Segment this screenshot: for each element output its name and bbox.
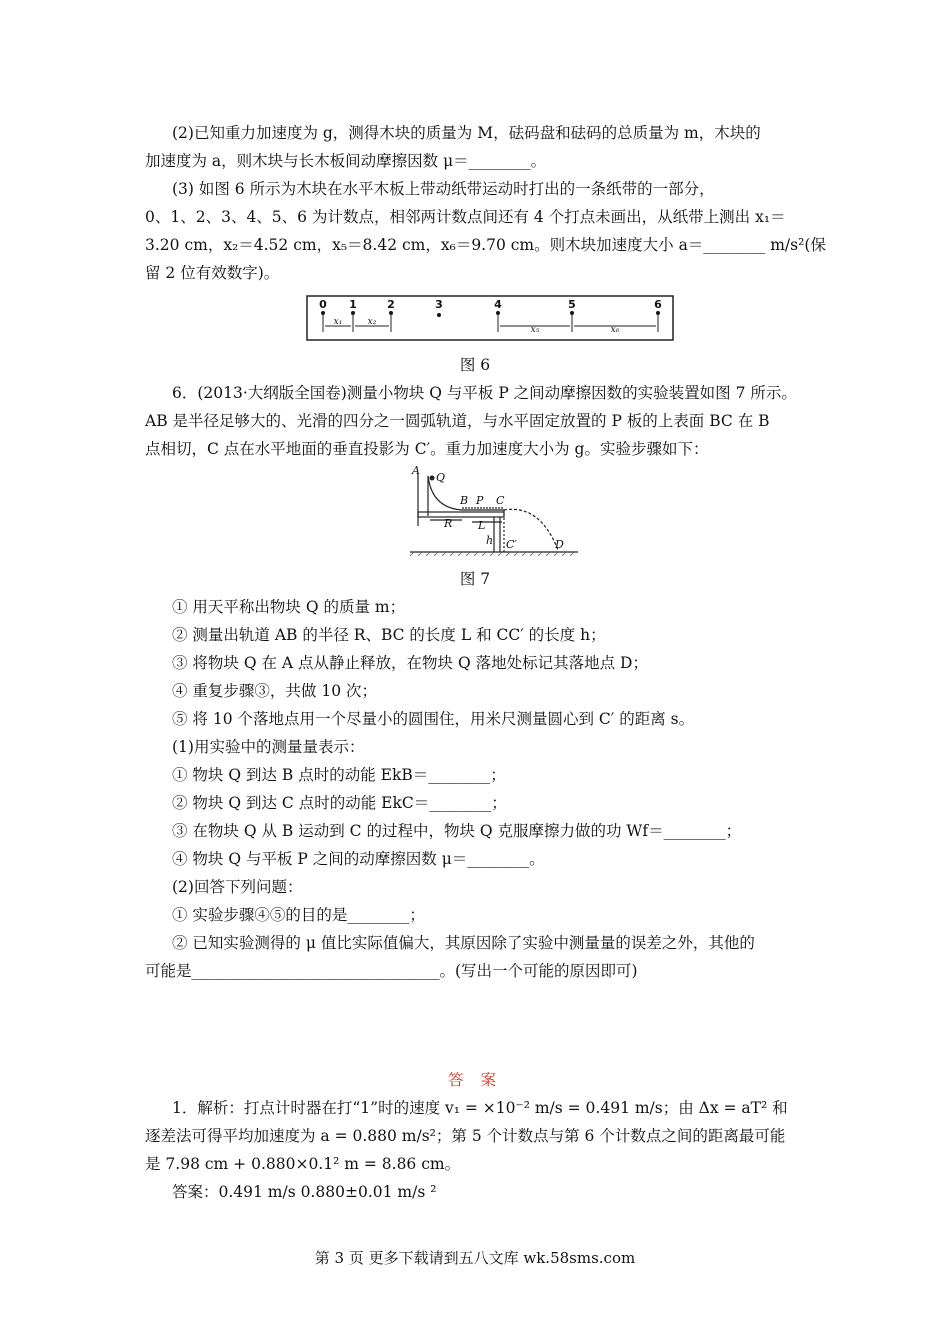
label-d: D — [555, 538, 564, 551]
q6-step-5: ⑤ 将 10 个落地点用一个尽量小的圆围住，用米尺测量圆心到 C′ 的距离 s。 — [172, 710, 695, 728]
q6-sub2-item-2: ② 已知实验测得的 μ 值比实际值偏大，其原因除了实验中测量量的误差之外，其他的 — [172, 934, 755, 952]
point-label-2: 2 — [387, 298, 395, 311]
answer-1-final: 答案：0.491 m/s 0.880±0.01 m/s ² — [172, 1183, 437, 1201]
q6-intro-line-2: AB 是半径足够大的、光滑的四分之一圆弧轨道，与水平固定放置的 P 板的上表面 BC 在 B — [145, 412, 770, 430]
label-p: P — [476, 494, 484, 507]
label-c: C — [496, 494, 505, 507]
q5-p2-line-2: 加速度为 a，则木块与长木板间动摩擦因数 μ＝________。 — [145, 152, 547, 170]
q6-step-3: ③ 将物块 Q 在 A 点从静止释放，在物块 Q 落地处标记其落地点 D； — [172, 654, 648, 672]
q6-sub1-heading: (1)用实验中的测量量表示： — [172, 738, 365, 756]
q6-sub1-item-1: ① 物块 Q 到达 B 点时的动能 EkB＝________； — [172, 766, 506, 784]
point-label-4: 4 — [494, 298, 502, 311]
point-label-0: 0 — [319, 298, 327, 311]
q6-sub1-item-4: ④ 物块 Q 与平板 P 之间的动摩擦因数 μ＝________。 — [172, 850, 545, 868]
figure-6-caption: 图 6 — [459, 356, 491, 374]
point-label-3: 3 — [435, 298, 443, 311]
answer-1-line-1: 1．解析：打点计时器在打“1”时的速度 v₁ = ×10⁻² m/s = 0.491 m/s；由 Δx = aT² 和 — [172, 1099, 788, 1117]
q6-sub2-heading: (2)回答下列问题： — [172, 878, 303, 896]
q6-intro-line-1: 6．(2013·大纲版全国卷)测量小物块 Q 与平板 P 之间动摩擦因数的实验装置如图 7 所示。 — [172, 384, 797, 402]
figure-7-caption: 图 7 — [459, 570, 491, 588]
answer-1-line-2: 逐差法可得平均加速度为 a = 0.880 m/s²；第 5 个计数点与第 6 个计数点之间的距离最可能 — [145, 1127, 786, 1145]
segment-label-x5: x₅ — [530, 325, 540, 335]
q6-sub2-item-1: ① 实验步骤④⑤的目的是________； — [172, 906, 425, 924]
plate-p — [418, 512, 504, 517]
point-label-6: 6 — [654, 298, 662, 311]
figure-6-paper-tape — [306, 292, 674, 342]
label-q: Q — [436, 471, 446, 484]
q6-step-2: ② 测量出轨道 AB 的半径 R、BC 的长度 L 和 CC′ 的长度 h； — [172, 626, 606, 644]
label-r: R — [444, 517, 453, 530]
point-label-1: 1 — [349, 298, 357, 311]
point-label-5: 5 — [568, 298, 576, 311]
label-h: h — [486, 534, 494, 547]
q5-p3-line-4: 留 2 位有效数字)。 — [145, 264, 280, 282]
q6-step-1: ① 用天平称出物块 Q 的质量 m； — [172, 598, 406, 616]
label-b: B — [460, 494, 469, 507]
block-q — [430, 476, 435, 481]
answers-title: 答 案 — [448, 1071, 502, 1089]
answer-1-line-3: 是 7.98 cm + 0.880×0.1² m = 8.86 cm。 — [145, 1155, 461, 1173]
dot-3 — [437, 313, 441, 317]
page-footer: 第 3 页 更多下载请到五八文库 wk.58sms.com — [314, 1249, 636, 1267]
label-l: L — [478, 519, 486, 532]
segment-label-x1: x₁ — [333, 317, 343, 327]
segment-label-x6: x₆ — [610, 325, 620, 335]
q5-p3-line-3: 3.20 cm，x₂＝4.52 cm，x₅＝8.42 cm，x₆＝9.70 cm。则木块加速度大小 a＝________ m/s²(保 — [145, 236, 826, 254]
segment-label-x2: x₂ — [367, 317, 377, 327]
q5-p3-line-1: (3) 如图 6 所示为木块在水平木板上带动纸带运动时打出的一条纸带的一部分， — [172, 180, 715, 198]
q5-p3-line-2: 0、1、2、3、4、5、6 为计数点，相邻两计数点间还有 4 个打点未画出，从纸带上测出 x₁＝ — [145, 208, 786, 226]
q6-sub1-item-2: ② 物块 Q 到达 C 点时的动能 EkC＝________； — [172, 794, 507, 812]
label-c-prime: C′ — [506, 538, 517, 551]
q6-step-4: ④ 重复步骤③，共做 10 次； — [172, 682, 378, 700]
q6-intro-line-3: 点相切，C 点在水平地面的垂直投影为 C′。重力加速度大小为 g。实验步骤如下： — [145, 440, 709, 458]
label-a: A — [412, 464, 420, 477]
q6-sub2-item-2-cont: 可能是________________________________。(写出一个可能的原因即可) — [145, 962, 638, 980]
figure-7-apparatus — [410, 464, 580, 562]
q5-p2-line-1: (2)已知重力加速度为 g，测得木块的质量为 M，砝码盘和砝码的总质量为 m，木块的 — [172, 124, 761, 142]
q6-sub1-item-3: ③ 在物块 Q 从 B 运动到 C 的过程中，物块 Q 克服摩擦力做的功 Wf＝________； — [172, 822, 742, 840]
